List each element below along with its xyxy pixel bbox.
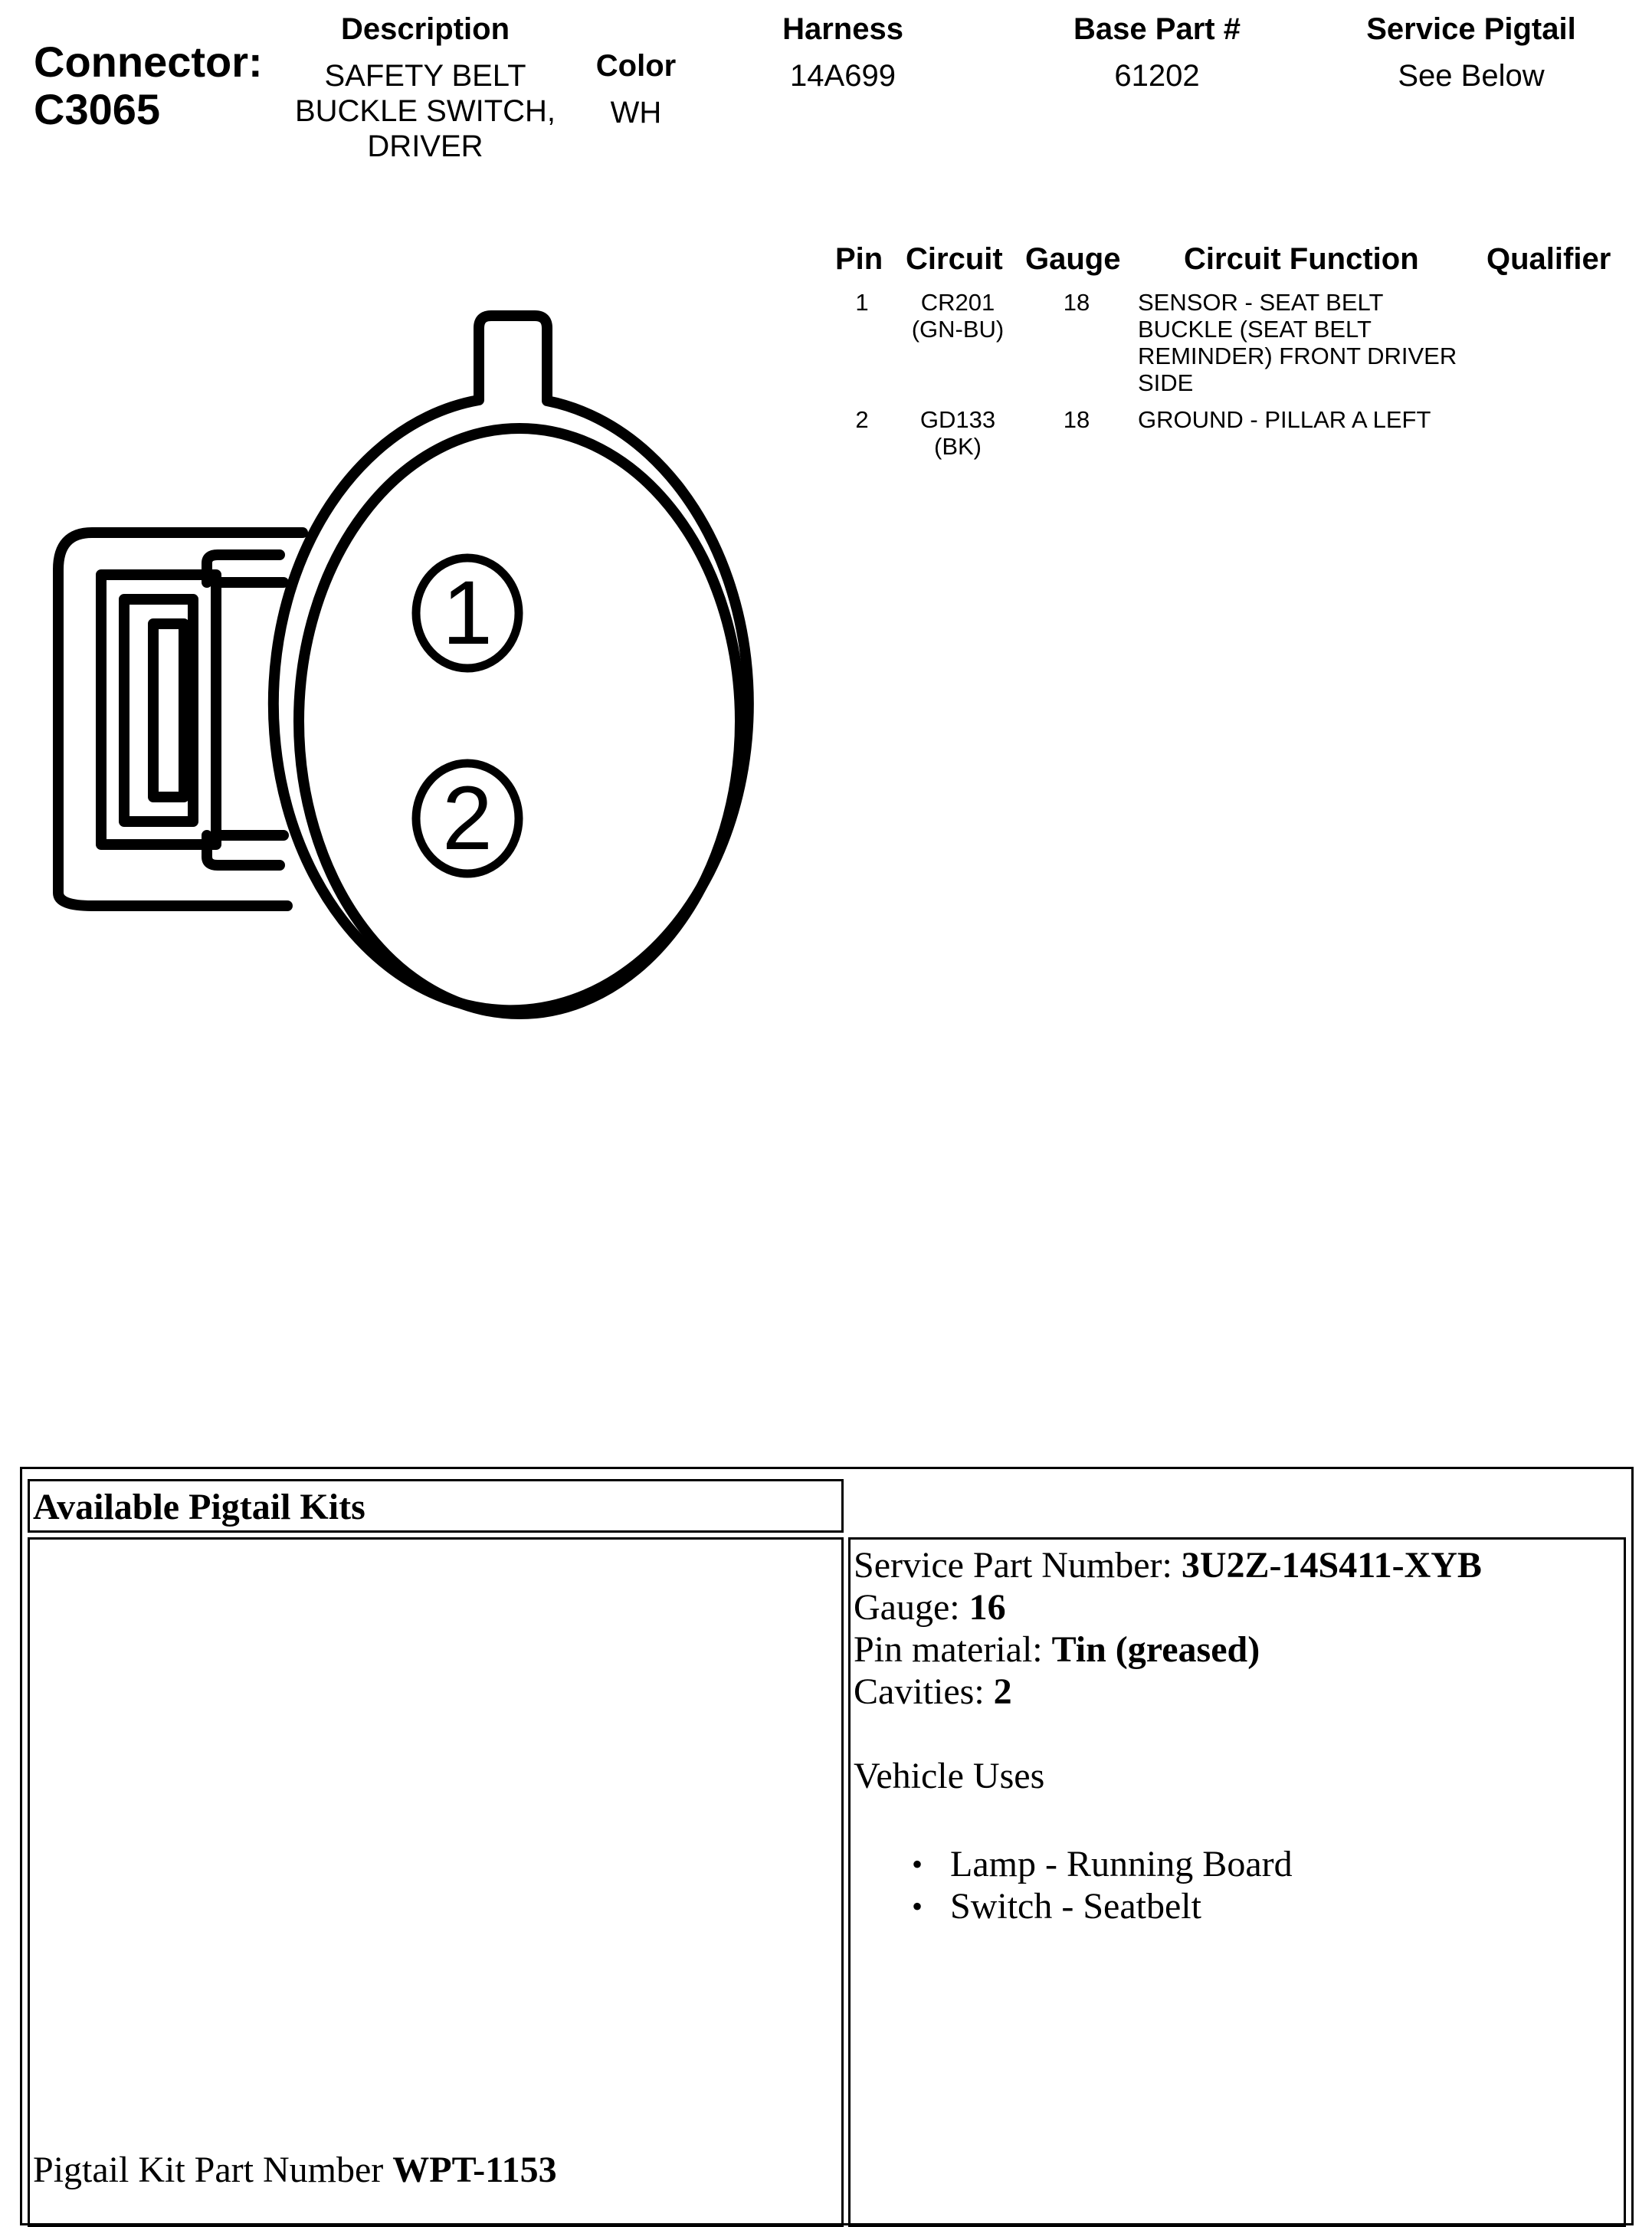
base-part-header: Base Part #: [1073, 12, 1241, 46]
detail-value: Tin (greased): [1051, 1629, 1260, 1670]
latch-slot: [153, 624, 184, 797]
pigtail-title-cell: [28, 1479, 844, 1533]
detail-label: Cavities:: [854, 1671, 985, 1712]
circuit-code: GD133: [919, 406, 996, 433]
pin-number: 2: [855, 406, 869, 433]
connector-id: C3065: [34, 85, 161, 133]
circuit-col-header: Circuit: [906, 242, 1003, 276]
connector-face: [299, 428, 740, 1014]
pigtail-details: [854, 1544, 1482, 1927]
pin-1-label: 1: [442, 562, 493, 664]
connector-label: Connector:: [34, 38, 263, 86]
pin-function: [1138, 406, 1475, 433]
harness-value: 14A699: [790, 59, 896, 93]
detail-label: Gauge:: [854, 1587, 960, 1628]
service-pigtail-header: Service Pigtail: [1366, 12, 1576, 46]
connector-heading: [34, 38, 263, 133]
vehicle-uses-list: [912, 1843, 1482, 1927]
description-header: Description: [340, 12, 510, 46]
detail-label: Service Part Number:: [854, 1545, 1172, 1586]
pigtail-details-cell: [848, 1537, 1626, 2227]
harness-header: Harness: [782, 12, 903, 46]
function-line: GROUND - PILLAR A LEFT: [1138, 406, 1431, 433]
detail-gauge: [854, 1586, 1482, 1628]
pin-function: [1138, 289, 1475, 396]
service-pigtail-value: See Below: [1398, 59, 1545, 93]
kit-part-number: WPT-1153: [392, 2150, 557, 2190]
pin-number: 1: [855, 289, 869, 316]
circuit-color: (GN-BU): [911, 316, 1005, 343]
kit-part-label: Pigtail Kit Part Number: [33, 2150, 384, 2190]
pin-gauge: 18: [1063, 406, 1090, 433]
description-line: DRIVER: [367, 130, 483, 163]
detail-service-part: [854, 1544, 1482, 1586]
pin-gauge: 18: [1063, 289, 1090, 316]
circuit-color: (BK): [934, 433, 982, 460]
circuit-code: CR201: [920, 289, 995, 316]
pigtail-kit-cell: [28, 1537, 844, 2227]
color-header: Color: [595, 49, 677, 83]
vehicle-use-item: • Lamp - Running Board: [912, 1843, 1482, 1885]
detail-cavities: [854, 1671, 1482, 1713]
description-line: SAFETY BELT: [324, 59, 526, 93]
pin-2-label: 2: [442, 768, 493, 869]
pin-circuit: [889, 289, 1027, 343]
pigtail-kit-part: [33, 2149, 557, 2191]
function-col-header: Circuit Function: [1184, 242, 1419, 276]
pin-col-header: Pin: [835, 242, 883, 276]
vehicle-use-item: • Switch - Seatbelt: [912, 1885, 1482, 1927]
function-line: BUCKLE (SEAT BELT: [1138, 316, 1372, 343]
function-line: SENSOR - SEAT BELT: [1138, 289, 1384, 316]
vehicle-uses-title: Vehicle Uses: [854, 1756, 1045, 1796]
detail-value: 2: [993, 1671, 1012, 1712]
gauge-col-header: Gauge: [1025, 242, 1121, 276]
qualifier-col-header: Qualifier: [1486, 242, 1611, 276]
detail-value: 3U2Z-14S411-XYB: [1181, 1545, 1482, 1586]
color-value: WH: [610, 96, 662, 130]
function-line: SIDE: [1138, 369, 1194, 396]
pigtail-title: Available Pigtail Kits: [33, 1487, 365, 1527]
connector-face-diagram: [0, 291, 812, 1042]
description-value: [272, 58, 579, 164]
detail-value: 16: [969, 1587, 1006, 1628]
detail-pin-material: [854, 1628, 1482, 1671]
function-line: REMINDER) FRONT DRIVER: [1138, 343, 1457, 369]
base-part-value: 61202: [1114, 59, 1200, 93]
detail-label: Pin material:: [854, 1629, 1043, 1670]
pin-circuit: [889, 406, 1027, 460]
description-line: BUCKLE SWITCH,: [294, 94, 556, 128]
